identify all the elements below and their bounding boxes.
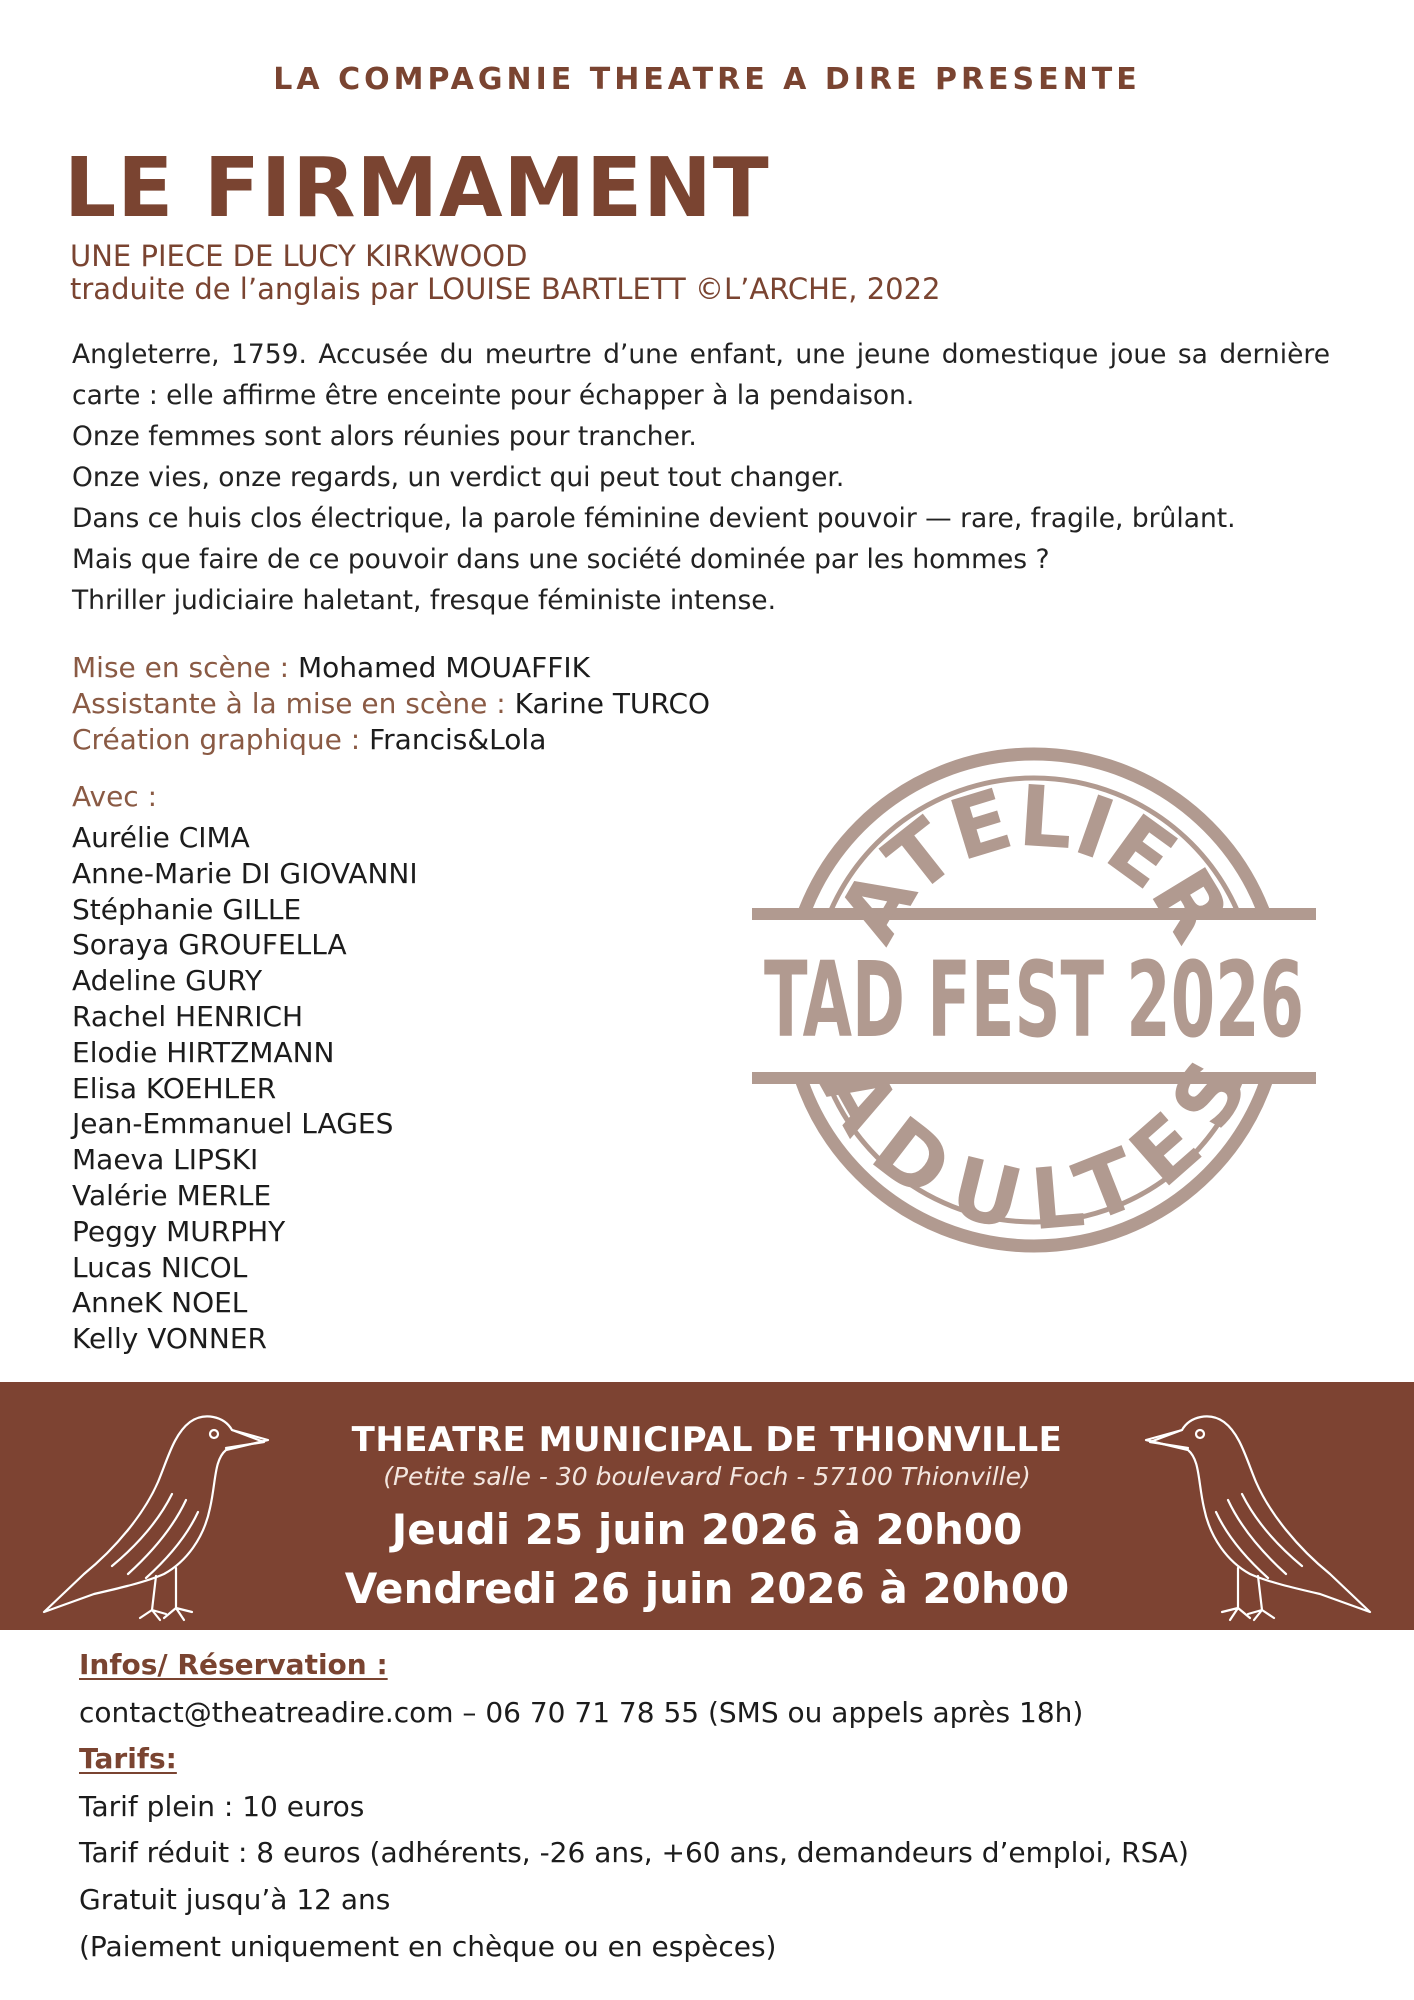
credit-value: Mohamed MOUAFFIK — [297, 651, 590, 684]
tarifs-heading: Tarifs: — [79, 1742, 177, 1775]
venue-address: (Petite salle - 30 boulevard Foch - 57100 Thionville) — [383, 1462, 1031, 1491]
play-subtitle — [70, 240, 941, 306]
venue-name: THEATRE MUNICIPAL DE THIONVILLE — [351, 1420, 1063, 1460]
tarif-line: Gratuit jusqu’à 12 ans — [79, 1883, 391, 1916]
credit-value: Karine TURCO — [514, 687, 711, 720]
credit-assistant — [72, 686, 710, 722]
synopsis-paragraph: Onze femmes sont alors réunies pour trancher. — [72, 421, 697, 452]
stamp-bottom-text: ADULTES — [801, 1044, 1268, 1250]
cast-list — [72, 820, 418, 1357]
credit-label: Création graphique : — [72, 723, 370, 756]
presenter-line: LA COMPAGNIE THEATRE A DIRE PRESENTE — [273, 62, 1141, 97]
synopsis — [72, 334, 1330, 621]
cast-member: Jean-Emmanuel LAGES — [72, 1107, 394, 1141]
cast-member: Kelly VONNER — [72, 1322, 267, 1356]
credit-value: Francis&Lola — [369, 723, 547, 756]
payment-note: (Paiement uniquement en chèque ou en espèces) — [79, 1930, 777, 1963]
reservation-heading: Infos/ Réservation : — [79, 1648, 388, 1681]
credit-direction — [72, 650, 710, 686]
festival-stamp — [752, 738, 1316, 1258]
cast-member: Stéphanie GILLE — [72, 892, 302, 926]
credits — [72, 650, 710, 758]
cast-member: Lucas NICOL — [72, 1250, 248, 1284]
cast-member: Elodie HIRTZMANN — [72, 1035, 335, 1069]
play-title: LE FIRMAMENT — [64, 141, 770, 236]
cast-member: Rachel HENRICH — [72, 999, 304, 1033]
performance-date: Vendredi 26 juin 2026 à 20h00 — [344, 1564, 1070, 1613]
credit-label: Mise en scène : — [72, 651, 298, 684]
synopsis-paragraph: Mais que faire de ce pouvoir dans une société dominée par les hommes ? — [72, 544, 1050, 575]
credit-graphics — [72, 722, 710, 758]
cast-member: Anne-Marie DI GIOVANNI — [72, 856, 418, 890]
performance-date: Jeudi 25 juin 2026 à 20h00 — [391, 1505, 1023, 1554]
contact-line: contact@theatreadire.com – 06 70 71 78 55 (SMS ou appels après 18h) — [79, 1696, 1084, 1729]
translation-line: traduite de l’anglais par LOUISE BARTLETT ©L’ARCHE, 2022 — [70, 272, 941, 306]
stamp-top-text: ATELIER — [818, 766, 1250, 959]
cast-member: Aurélie CIMA — [72, 821, 250, 854]
synopsis-paragraph: Onze vies, onze regards, un verdict qui peut tout changer. — [72, 462, 845, 493]
author-line: UNE PIECE DE LUCY KIRKWOOD — [70, 239, 528, 273]
synopsis-paragraph: Angleterre, 1759. Accusée du meurtre d’une enfant, une jeune domestique joue sa dernière carte : elle affirme être enceinte pour échapper à la pendaison. — [72, 339, 1330, 411]
synopsis-paragraph: Dans ce huis clos électrique, la parole féminine devient pouvoir — rare, fragile, brûlant. — [72, 503, 1236, 534]
cast-label: Avec : — [72, 780, 158, 813]
stamp-middle-text: TAD FEST 2026 — [764, 939, 1304, 1061]
cast-member: Soraya GROUFELLA — [72, 928, 347, 962]
cast-member: AnneK NOEL — [72, 1286, 248, 1320]
cast-member: Maeva LIPSKI — [72, 1143, 259, 1177]
cast-member: Elisa KOEHLER — [72, 1071, 277, 1105]
cast-member: Peggy MURPHY — [72, 1214, 286, 1248]
cast-member: Valérie MERLE — [72, 1178, 272, 1212]
synopsis-paragraph: Thriller judiciaire haletant, fresque féministe intense. — [72, 585, 777, 616]
credit-label: Assistante à la mise en scène : — [72, 687, 515, 720]
tarif-line: Tarif plein : 10 euros — [79, 1790, 365, 1823]
cast-member: Adeline GURY — [72, 964, 263, 998]
tarif-line: Tarif réduit : 8 euros (adhérents, -26 ans, +60 ans, demandeurs d’emploi, RSA) — [79, 1836, 1189, 1869]
